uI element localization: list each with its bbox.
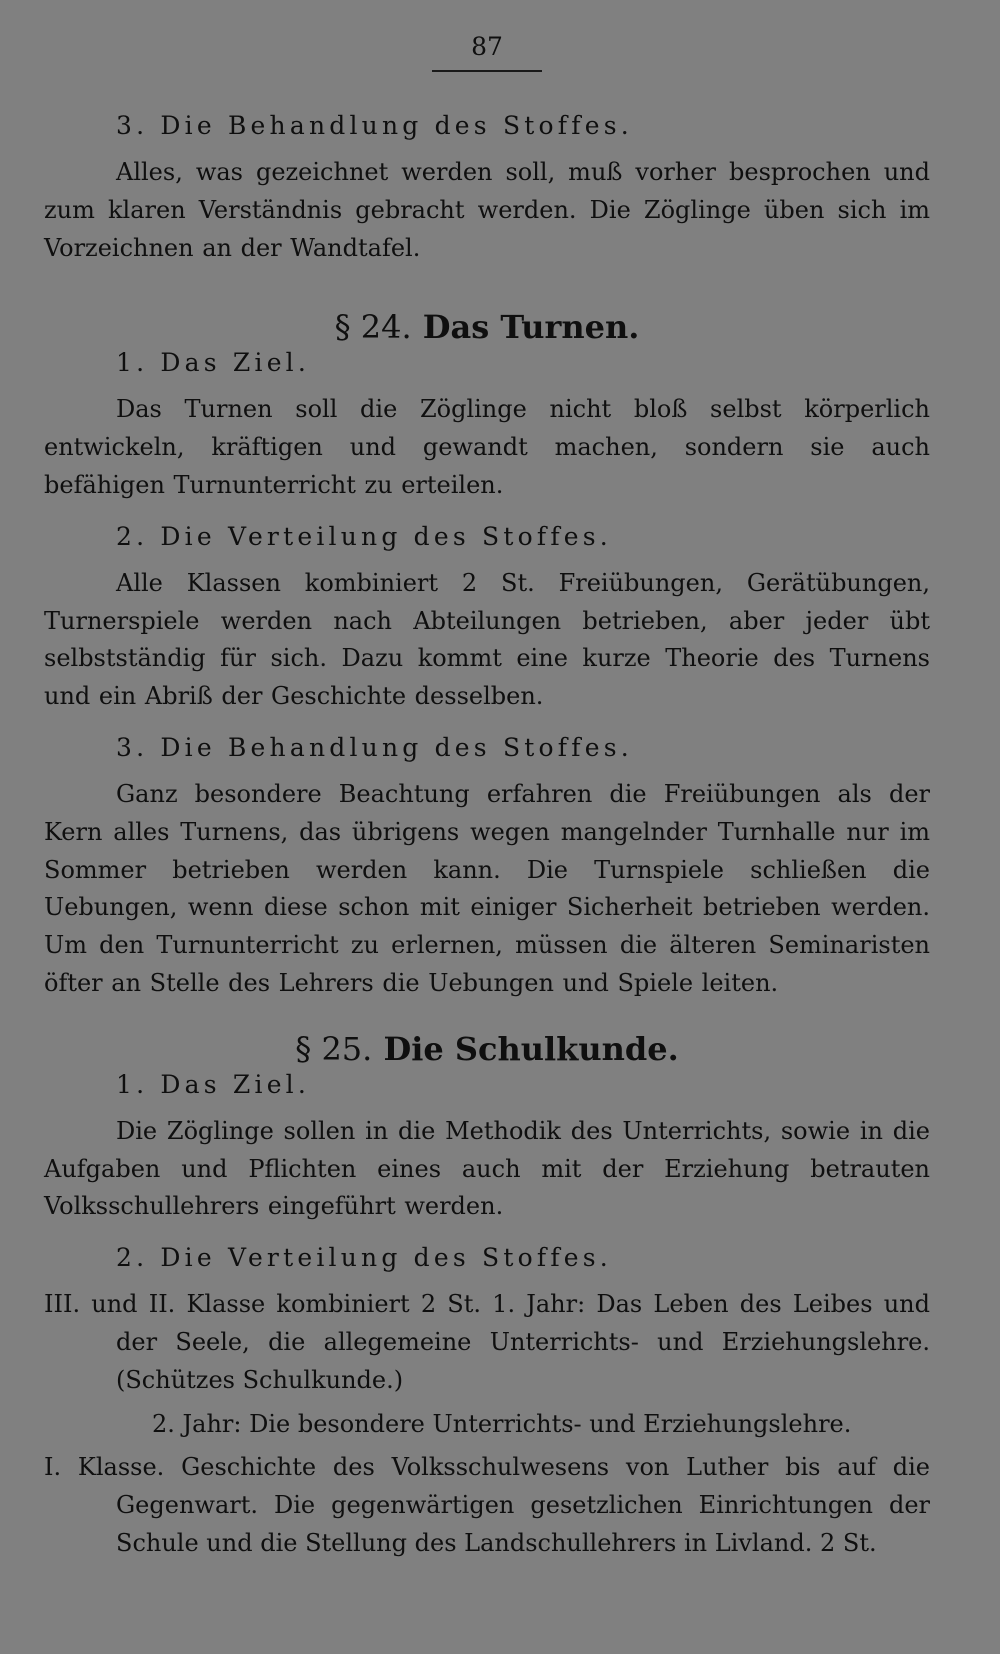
subsection-heading: 1. Das Ziel. [116,348,311,378]
section-title: Das Turnen. [422,308,640,347]
subsection-heading: 3. Die Behandlung des Stoffes. [116,732,633,762]
subsection-heading: 2. Die Verteilung des Stoffes. [116,521,612,551]
subsection-heading: 2. Die Verteilung des Stoffes. [116,1243,612,1273]
paragraph: Die Zöglinge sollen in die Methodik des Unterrichts, sowie in die Aufgaben und Pflichten eines auch mit der Erziehung betrauten Volksschullehrers eingeführt werden. [44,1116,930,1221]
paragraph: Alle Klassen kombiniert 2 St. Freiübungen, Gerätübungen, Turnerspiele werden nach Abteilungen betrieben, aber jeder übt selbstständig für sich. Dazu kommt eine kurze Theorie des Turnens und ein Abriß der Geschichte desselben. [44,568,930,711]
section-heading [44,307,930,347]
page-number-rule [432,70,542,72]
subsection-heading: 3. Die Behandlung des Stoffes. [116,111,633,140]
year-entry: 2. Jahr: Die besondere Unterrichts- und Erziehungslehre. [152,1409,852,1438]
section-heading [44,1029,930,1069]
paragraph: Ganz besondere Beachtung erfahren die Freiübungen als der Kern alles Turnens, das übrigens wegen mangelnder Turnhalle nur im Sommer betrieben werden kann. Die Turnspiele schließen die Uebungen, wenn diese schon mit einiger Sicherheit betrieben werden. Um den Turnunterricht zu erlernen, müssen die älteren Seminaristen öfter an Stelle des Lehrers die Uebungen und Spiele leiten. [44,779,930,997]
section-number: § 24. [334,308,412,347]
class-entry: I. Klasse. Geschichte des Volksschulwesens von Luther bis auf die Gegenwart. Die gegenwärtigen gesetzlichen Einrichtungen der Schule und die Stellung des Landschullehrers in Livland. 2 St. [44,1453,930,1557]
subsection-heading: 1. Das Ziel. [116,1069,311,1099]
paragraph: Alles, was gezeichnet werden soll, muß vorher besprochen und zum klaren Verständnis gebracht werden. Die Zöglinge üben sich im Vorzeichnen an der Wandtafel. [44,158,930,262]
paragraph: Das Turnen soll die Zöglinge nicht bloß selbst körperlich entwickeln, kräftigen und gewandt machen, sondern sie auch befähigen Turnunterricht zu erteilen. [44,395,930,499]
page-number: 87 [471,32,503,61]
section-title: Die Schulkunde. [383,1029,679,1068]
book-page [44,28,930,1628]
page-content [44,108,930,1569]
class-entry: III. und II. Klasse kombiniert 2 St. 1. Jahr: Das Leben des Leibes und der Seele, die allegemeine Unterrichts- und Erziehungslehre. (Schützes Schulkunde.) [44,1290,930,1394]
section-number: § 25. [295,1029,373,1068]
